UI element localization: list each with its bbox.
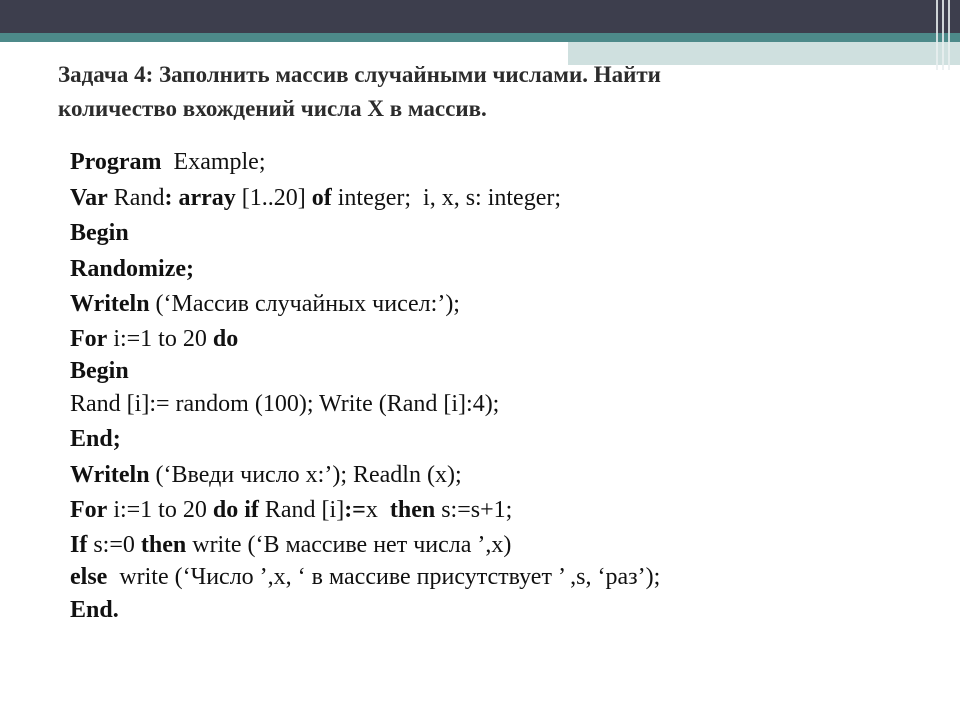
- code-text: Rand: [107, 184, 165, 211]
- code-line-14: [70, 593, 940, 629]
- code-line-2: [70, 181, 940, 217]
- keyword: Program: [70, 149, 162, 175]
- keyword: of: [311, 184, 332, 211]
- keyword: :=: [344, 497, 366, 523]
- code-block: [70, 145, 940, 628]
- code-line-5: [70, 287, 940, 323]
- keyword: then: [140, 531, 187, 558]
- title-line-2: количество вхождений числа X в массив.: [58, 96, 487, 121]
- code-text: Example;: [161, 149, 266, 175]
- code-line-1: [70, 145, 940, 181]
- keyword: Writeln: [70, 291, 150, 317]
- header-dark-band: [0, 0, 960, 33]
- slide-title: [58, 58, 938, 126]
- code-line-3: [70, 216, 940, 252]
- code-text: x: [365, 497, 390, 523]
- code-line-8: [70, 387, 940, 423]
- keyword: End.: [70, 596, 119, 623]
- code-line-9: [70, 422, 940, 458]
- code-text: [1..20]: [235, 184, 312, 211]
- title-line-1: Задача 4: Заполнить массив случайными числами. Найти: [58, 62, 661, 87]
- code-text: (‘Массив случайных чисел:’);: [149, 291, 460, 317]
- keyword: do: [212, 325, 239, 352]
- code-line-11: [70, 493, 940, 529]
- code-text: i:=1 to 20: [107, 325, 213, 352]
- code-text: Rand [i]: [258, 497, 345, 523]
- code-line-12: [70, 529, 940, 561]
- code-text: write (‘Число ’,x, ‘ в массиве присутствует ’ ,s, ‘раз’);: [107, 563, 661, 590]
- keyword: If: [70, 531, 88, 558]
- code-text: (‘Введи число x:’); Readln (x);: [149, 461, 462, 488]
- code-line-7: [70, 355, 940, 387]
- keyword: Begin: [70, 220, 129, 246]
- code-text: write (‘В массиве нет числа ’,x): [186, 531, 512, 558]
- keyword: For: [70, 325, 108, 352]
- code-text: Rand [i]:= random (100); Write (Rand [i]:4);: [70, 390, 500, 417]
- keyword: For: [70, 497, 108, 523]
- code-line-13: [70, 561, 940, 593]
- keyword: : array: [164, 184, 236, 211]
- header-teal-band: [0, 33, 960, 42]
- code-line-6: [70, 323, 940, 355]
- keyword: do if: [212, 497, 259, 523]
- keyword: Writeln: [70, 461, 150, 488]
- keyword: then: [389, 497, 436, 523]
- keyword: Begin: [70, 357, 129, 384]
- keyword: else: [70, 563, 108, 590]
- keyword: Var: [70, 184, 108, 211]
- keyword: Randomize;: [70, 255, 194, 282]
- code-text: integer; i, x, s: integer;: [331, 184, 562, 211]
- code-text: i:=1 to 20: [107, 497, 213, 523]
- code-line-10: [70, 458, 940, 494]
- code-text: s:=0: [87, 531, 141, 558]
- code-text: s:=s+1;: [435, 497, 513, 523]
- keyword: End;: [70, 426, 121, 452]
- code-line-4: [70, 252, 940, 288]
